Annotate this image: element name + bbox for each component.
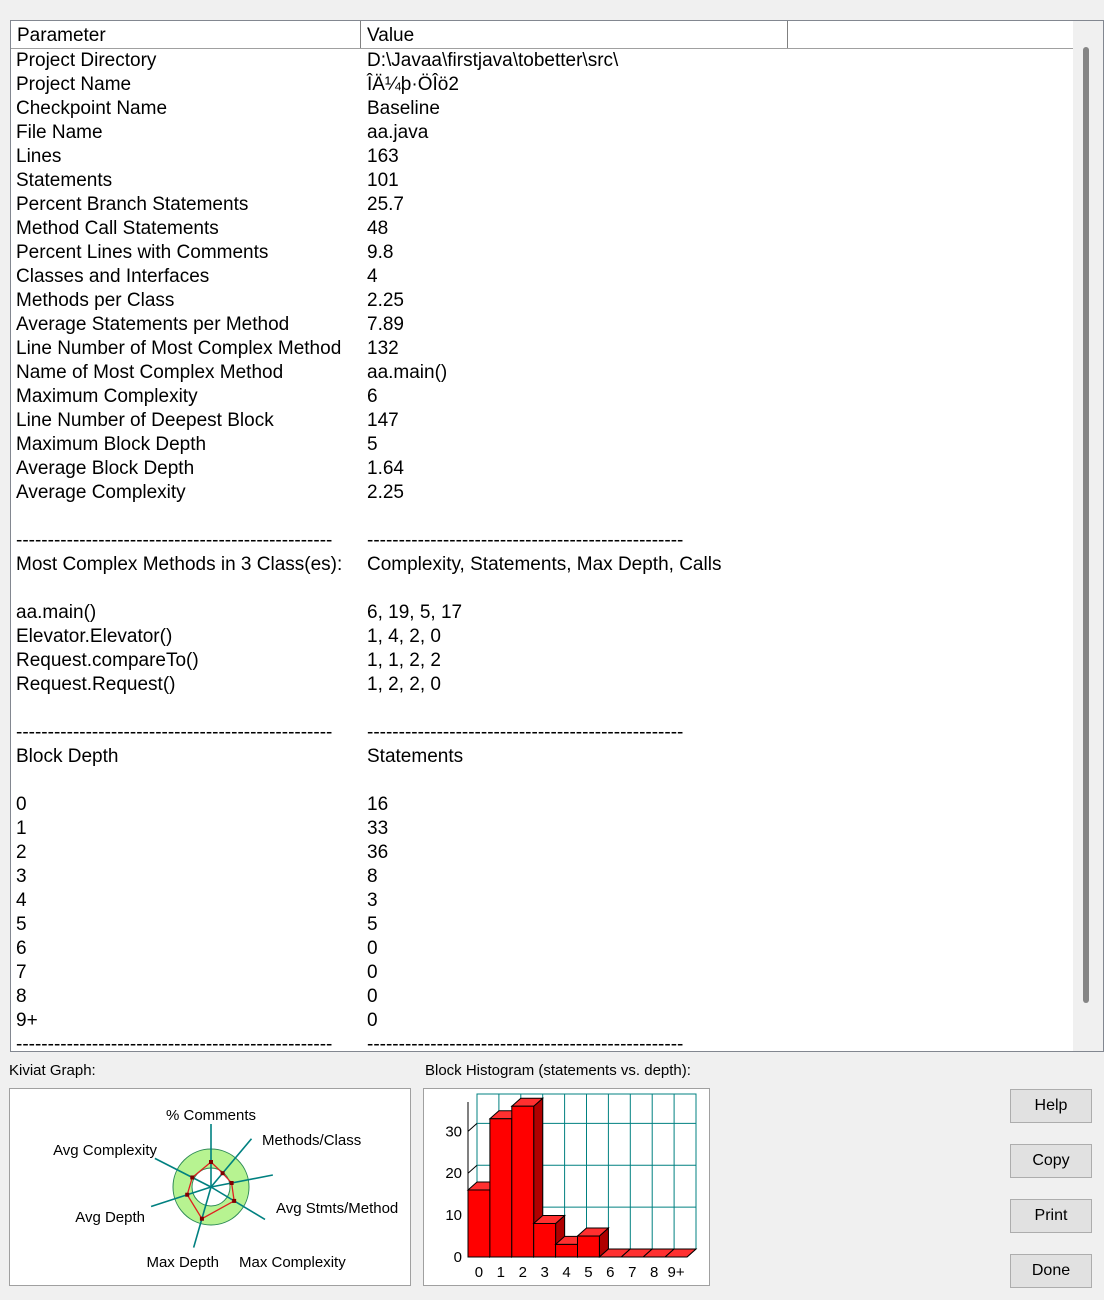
table-row[interactable]	[11, 793, 1073, 817]
value-cell: 0	[367, 1010, 378, 1031]
value-cell: 101	[367, 170, 399, 191]
parameter-cell: Average Block Depth	[16, 458, 195, 479]
table-row[interactable]	[11, 577, 1073, 601]
table-row[interactable]	[11, 169, 1073, 193]
parameter-cell: Checkpoint Name	[16, 98, 168, 119]
kiviat-axis-label: Avg Stmts/Method	[276, 1200, 399, 1217]
value-cell: 1, 2, 2, 0	[367, 674, 441, 695]
table-row[interactable]	[11, 937, 1073, 961]
histogram-y-tick-label: 20	[445, 1165, 462, 1183]
kiviat-value-point	[209, 1160, 213, 1164]
parameter-cell: Line Number of Most Complex Method	[16, 338, 342, 359]
parameter-cell: --------------------------------------------------	[16, 722, 333, 743]
kiviat-value-point	[200, 1217, 204, 1221]
value-cell: 1.64	[367, 458, 404, 479]
table-row[interactable]	[11, 313, 1073, 337]
help-button[interactable]: Help	[1010, 1089, 1092, 1123]
histogram-bar	[534, 1223, 556, 1257]
histogram-x-tick-label: 5	[584, 1264, 593, 1281]
parameter-cell: 1	[16, 818, 27, 839]
value-cell: 16	[367, 794, 389, 815]
parameter-cell: Project Name	[16, 74, 132, 95]
copy-button[interactable]: Copy	[1010, 1144, 1092, 1178]
table-row[interactable]	[11, 769, 1073, 793]
histogram-x-tick-label: 3	[540, 1264, 549, 1281]
histogram-y-tick-label: 10	[445, 1207, 462, 1225]
histogram-x-tick-label: 7	[628, 1264, 637, 1281]
grid-body	[11, 49, 1073, 1051]
parameter-cell: Methods per Class	[16, 290, 175, 311]
parameter-cell: Percent Lines with Comments	[16, 242, 269, 263]
table-row[interactable]	[11, 121, 1073, 145]
table-row[interactable]	[11, 601, 1073, 625]
parameter-cell: 0	[16, 794, 27, 815]
table-row[interactable]	[11, 481, 1073, 505]
table-row[interactable]	[11, 337, 1073, 361]
print-button[interactable]: Print	[1010, 1199, 1092, 1233]
histogram-bar	[556, 1244, 578, 1257]
value-cell: 132	[367, 338, 399, 359]
value-cell: Complexity, Statements, Max Depth, Calls	[367, 554, 722, 575]
vertical-scrollbar[interactable]	[1073, 21, 1103, 1051]
table-row[interactable]	[11, 73, 1073, 97]
table-row[interactable]	[11, 217, 1073, 241]
histogram-x-tick-label: 2	[518, 1264, 527, 1281]
value-cell: 4	[367, 266, 378, 287]
table-row[interactable]	[11, 697, 1073, 721]
table-row[interactable]	[11, 385, 1073, 409]
parameter-cell: 5	[16, 914, 27, 935]
table-row[interactable]	[11, 361, 1073, 385]
histogram-x-tick-label: 0	[474, 1264, 484, 1281]
table-row[interactable]	[11, 241, 1073, 265]
value-cell: ÎÄ¼þ·ÖÎö2	[367, 74, 459, 95]
parameter-cell: Percent Branch Statements	[16, 194, 249, 215]
histogram-chart	[424, 1089, 709, 1285]
table-row[interactable]	[11, 865, 1073, 889]
kiviat-axis-label: Max Depth	[146, 1254, 219, 1271]
table-row[interactable]	[11, 1009, 1073, 1033]
grid-header	[11, 21, 1103, 49]
value-cell: 2.25	[367, 482, 404, 503]
table-row[interactable]	[11, 841, 1073, 865]
histogram-x-tick-label: 9+	[667, 1264, 685, 1281]
value-cell: 7.89	[367, 314, 404, 335]
table-row[interactable]	[11, 817, 1073, 841]
value-cell: 147	[367, 410, 399, 431]
histogram-x-tick-label: 8	[649, 1264, 659, 1281]
value-cell: 33	[367, 818, 389, 839]
histogram-y-tick-label: 0	[453, 1249, 462, 1266]
parameter-cell: Statements	[16, 170, 113, 191]
table-row[interactable]	[11, 649, 1073, 673]
table-row[interactable]	[11, 961, 1073, 985]
value-cell: 3	[367, 890, 378, 911]
table-row[interactable]	[11, 433, 1073, 457]
value-cell: --------------------------------------------------	[367, 722, 684, 743]
table-row[interactable]	[11, 673, 1073, 697]
table-row[interactable]	[11, 745, 1073, 769]
histogram-bar	[512, 1106, 534, 1257]
parameter-cell: Name of Most Complex Method	[16, 362, 284, 383]
histogram-tick-line	[468, 1165, 477, 1173]
parameter-cell: aa.main()	[16, 602, 97, 623]
value-cell: aa.java	[367, 122, 429, 143]
parameter-cell: 3	[16, 866, 27, 887]
histogram-tick-line	[468, 1123, 477, 1131]
value-cell: 1, 1, 2, 2	[367, 650, 441, 671]
histogram-bar	[490, 1119, 512, 1257]
value-cell: 9.8	[367, 242, 394, 263]
table-row[interactable]	[11, 1033, 1073, 1052]
parameter-cell: Request.compareTo()	[16, 650, 199, 671]
table-row[interactable]	[11, 553, 1073, 577]
parameter-cell: 2	[16, 842, 27, 863]
table-row[interactable]	[11, 625, 1073, 649]
kiviat-axis-label: Avg Depth	[75, 1209, 145, 1226]
parameter-cell: Maximum Complexity	[16, 386, 198, 407]
value-cell: 5	[367, 914, 378, 935]
parameter-cell: Method Call Statements	[16, 218, 219, 239]
parameter-cell: Lines	[16, 146, 62, 167]
table-row[interactable]	[11, 265, 1073, 289]
histogram-y-tick-label: 30	[445, 1123, 462, 1141]
value-cell: aa.main()	[367, 362, 448, 383]
value-cell: --------------------------------------------------	[367, 530, 684, 551]
table-row[interactable]	[11, 193, 1073, 217]
kiviat-value-point	[185, 1193, 189, 1197]
parameter-cell: File Name	[16, 122, 103, 143]
value-cell: Statements	[367, 746, 464, 767]
value-cell: 163	[367, 146, 399, 167]
value-cell: 8	[367, 866, 378, 887]
value-cell: D:\Javaa\firstjava\tobetter\src\	[367, 50, 619, 71]
kiviat-value-point	[232, 1199, 236, 1203]
metrics-grid[interactable]	[10, 20, 1104, 1052]
parameter-cell: Average Complexity	[16, 482, 186, 503]
parameter-cell: Average Statements per Method	[16, 314, 290, 335]
kiviat-graph	[9, 1088, 411, 1286]
parameter-cell: Classes and Interfaces	[16, 266, 210, 287]
parameter-cell: Line Number of Deepest Block	[16, 410, 274, 431]
parameter-cell: Project Directory	[16, 50, 157, 71]
histogram-bar	[468, 1190, 490, 1257]
table-row[interactable]	[11, 889, 1073, 913]
kiviat-axis-label: Max Complexity	[239, 1254, 346, 1271]
value-cell: 48	[367, 218, 389, 239]
histogram-x-tick-label: 1	[496, 1264, 506, 1281]
table-row[interactable]	[11, 913, 1073, 937]
table-row[interactable]	[11, 721, 1073, 745]
value-cell: 2.25	[367, 290, 404, 311]
parameter-cell: Maximum Block Depth	[16, 434, 207, 455]
kiviat-value-point	[230, 1181, 234, 1185]
parameter-cell: Block Depth	[16, 746, 119, 767]
histogram-label: Block Histogram (statements vs. depth):	[425, 1062, 691, 1079]
value-cell: 0	[367, 962, 378, 983]
value-cell: Baseline	[367, 98, 440, 119]
table-row[interactable]	[11, 985, 1073, 1009]
table-row[interactable]	[11, 97, 1073, 121]
value-cell: 0	[367, 986, 378, 1007]
table-row[interactable]	[11, 457, 1073, 481]
table-row[interactable]	[11, 409, 1073, 433]
value-cell: 6, 19, 5, 17	[367, 602, 463, 623]
table-row[interactable]	[11, 145, 1073, 169]
parameter-cell: 4	[16, 890, 27, 911]
parameter-cell: 7	[16, 962, 27, 983]
done-button[interactable]: Done	[1010, 1254, 1092, 1288]
block-histogram	[423, 1088, 710, 1286]
kiviat-graph-label: Kiviat Graph:	[9, 1062, 96, 1079]
kiviat-axis-label: % Comments	[165, 1107, 257, 1124]
table-row[interactable]	[11, 49, 1073, 73]
kiviat-value-point	[190, 1175, 194, 1179]
table-row[interactable]	[11, 289, 1073, 313]
value-column-header[interactable]: Value	[361, 21, 788, 48]
parameter-cell: Request.Request()	[16, 674, 176, 695]
table-row[interactable]	[11, 505, 1073, 529]
parameter-cell: 9+	[16, 1010, 38, 1031]
value-cell: 1, 4, 2, 0	[367, 626, 441, 647]
kiviat-axis-label: Avg Complexity	[53, 1142, 157, 1159]
value-cell: 5	[367, 434, 378, 455]
parameter-cell: 8	[16, 986, 27, 1007]
parameter-cell: Elevator.Elevator()	[16, 626, 173, 647]
value-cell: 6	[367, 386, 378, 407]
parameter-column-header[interactable]: Parameter	[11, 21, 361, 48]
parameter-cell: --------------------------------------------------	[16, 530, 333, 551]
kiviat-chart	[10, 1089, 410, 1285]
kiviat-value-point	[221, 1171, 225, 1175]
value-cell: --------------------------------------------------	[367, 1034, 684, 1052]
value-cell: 36	[367, 842, 389, 863]
histogram-bar	[578, 1236, 600, 1257]
parameter-cell: --------------------------------------------------	[16, 1034, 333, 1052]
value-cell: 25.7	[367, 194, 404, 215]
parameter-cell: 6	[16, 938, 27, 959]
kiviat-axis-label: Methods/Class	[262, 1132, 362, 1149]
histogram-x-tick-label: 4	[562, 1264, 571, 1281]
value-cell: 0	[367, 938, 378, 959]
table-row[interactable]	[11, 529, 1073, 553]
parameter-cell: Most Complex Methods in 3 Class(es):	[16, 554, 343, 575]
histogram-x-tick-label: 6	[606, 1264, 615, 1281]
scrollbar-thumb[interactable]	[1083, 47, 1089, 1003]
